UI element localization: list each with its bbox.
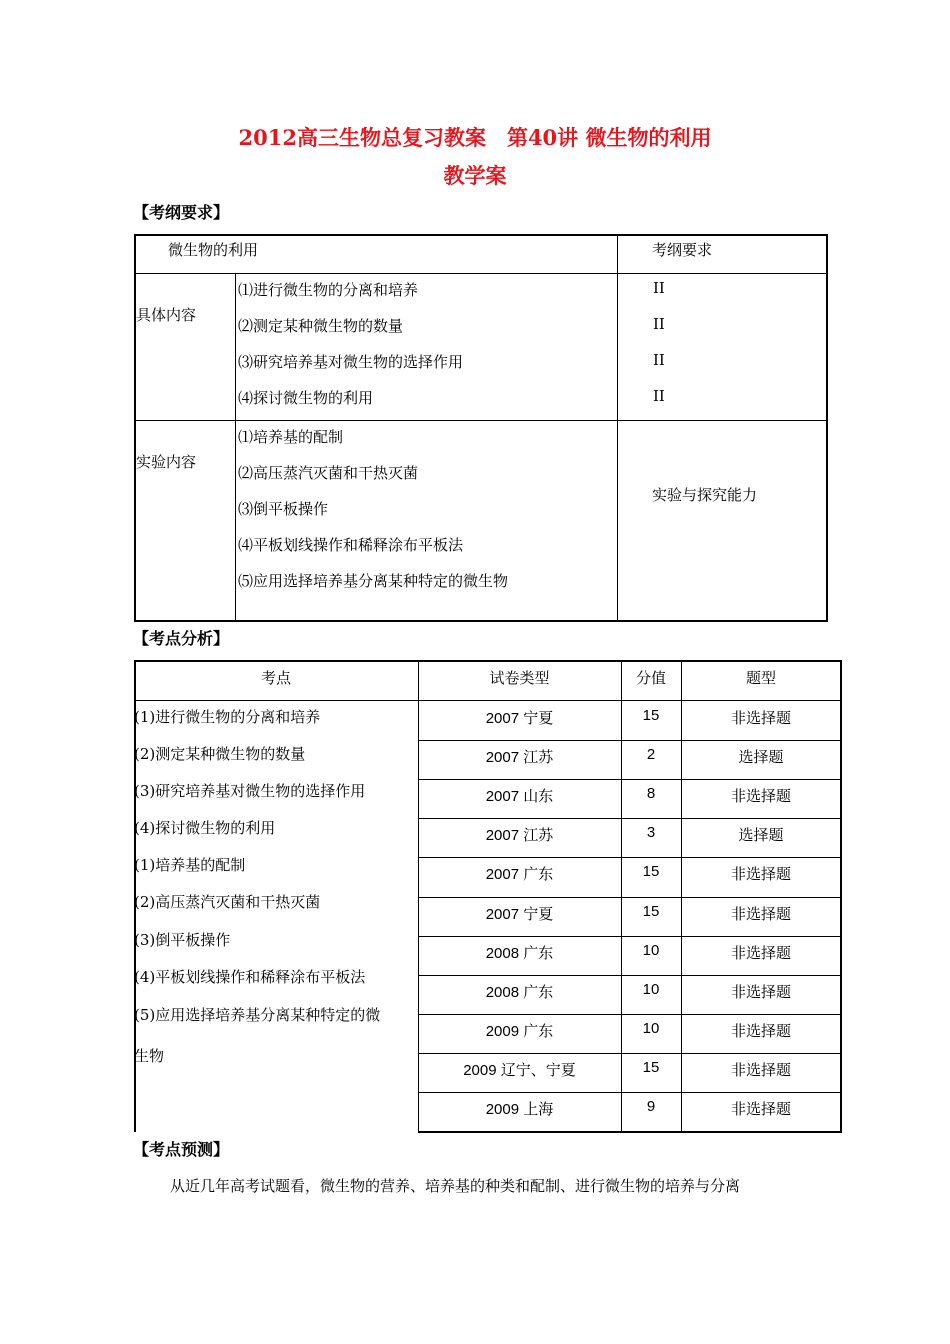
table2-paper: 2008 广东 [485,984,554,1001]
table2-type: 非选择题 [730,944,791,962]
table2-score: 15 [642,863,660,880]
table1-item: ⑴进行微生物的分离和培养 [238,281,419,299]
table1-level: II [653,279,665,297]
table2-point: (4)探讨微生物的利用 [134,819,276,837]
forecast-paragraph: 从近几年高考试题看，微生物的营养、培养基的种类和配制、进行微生物的培养与分离 [170,1177,741,1195]
table2-point: (2)测定某种微生物的数量 [134,745,306,763]
table1-item: ⑶研究培养基对微生物的选择作用 [238,353,464,371]
table2-type: 非选择题 [730,1100,791,1118]
table2-score: 10 [642,942,660,959]
table1-header-right: 考纲要求 [652,241,713,259]
table2-score: 15 [642,903,660,920]
table2-score: 10 [642,981,660,998]
table2-paper: 2007 宁夏 [485,906,554,923]
table2-paper: 2007 山东 [485,788,554,805]
table2-paper: 2008 广东 [485,945,554,962]
table2-paper: 2009 上海 [485,1101,554,1118]
page-subtitle: 教学案 [443,163,507,188]
table2-score: 15 [642,1059,660,1076]
table1-group2-label: 实验内容 [136,453,197,471]
table2-header-score: 分值 [635,669,666,687]
table1-item: ⑷平板划线操作和稀释涂布平板法 [238,536,464,554]
table2-type: 非选择题 [730,709,791,727]
table1-item: ⑶倒平板操作 [238,500,329,518]
table2-point: (2)高压蒸汽灭菌和干热灭菌 [134,893,321,911]
table2-point: (3)研究培养基对微生物的选择作用 [134,782,366,800]
table2-type: 非选择题 [730,1061,791,1079]
table1-header-left: 微生物的利用 [168,241,259,259]
table2-score: 10 [642,1020,660,1037]
table2-type: 非选择题 [730,905,791,923]
table2-paper: 2009 广东 [485,1023,554,1040]
table2-paper: 2007 广东 [485,866,554,883]
table1-level: II [653,351,665,369]
table2-point: (4)平板划线操作和稀释涂布平板法 [134,968,366,986]
table1-item: ⑴培养基的配制 [238,428,344,446]
table1-item: ⑸应用选择培养基分离某种特定的微生物 [238,572,509,590]
table2-point: (5)应用选择培养基分离某种特定的微 [134,1006,381,1024]
table2-type: 选择题 [738,748,784,766]
table2-type: 非选择题 [730,983,791,1001]
table2-point: (1)进行微生物的分离和培养 [134,708,321,726]
table2-paper: 2007 江苏 [485,749,554,766]
table2-header-point: 考点 [260,669,291,687]
table1-group2-requirement: 实验与探究能力 [652,486,758,504]
table2-type: 非选择题 [730,1022,791,1040]
table2-score: 15 [642,707,660,724]
table2-header-type: 题型 [745,669,776,687]
table2-score: 9 [646,1098,656,1115]
table2-score: 8 [646,785,656,802]
table1-level: II [653,315,665,333]
table2-type: 选择题 [738,826,784,844]
table2-type: 非选择题 [730,865,791,883]
table2-point: (3)倒平板操作 [134,931,231,949]
table2-paper: 2007 江苏 [485,827,554,844]
table2-score: 2 [646,746,656,763]
section-heading-analysis: 【考点分析】 [133,629,230,648]
table2-score: 3 [646,824,656,841]
table2-header-paper: 试卷类型 [489,669,550,687]
table1-level: II [653,387,665,405]
table2-paper: 2007 宁夏 [485,710,554,727]
table1-group1-label: 具体内容 [136,306,197,324]
table1-item: ⑷探讨微生物的利用 [238,389,374,407]
table2-point: (1)培养基的配制 [134,856,246,874]
table1-item: ⑵高压蒸汽灭菌和干热灭菌 [238,464,419,482]
table2-type: 非选择题 [730,787,791,805]
table2-point: 生物 [134,1047,165,1065]
page-title: 2012高三生物总复习教案 第40讲 微生物的利用 [238,125,712,150]
section-heading-forecast: 【考点预测】 [133,1140,230,1159]
table1-item: ⑵测定某种微生物的数量 [238,317,404,335]
section-heading-requirements: 【考纲要求】 [133,203,230,222]
table2-paper: 2009 辽宁、宁夏 [463,1062,576,1079]
